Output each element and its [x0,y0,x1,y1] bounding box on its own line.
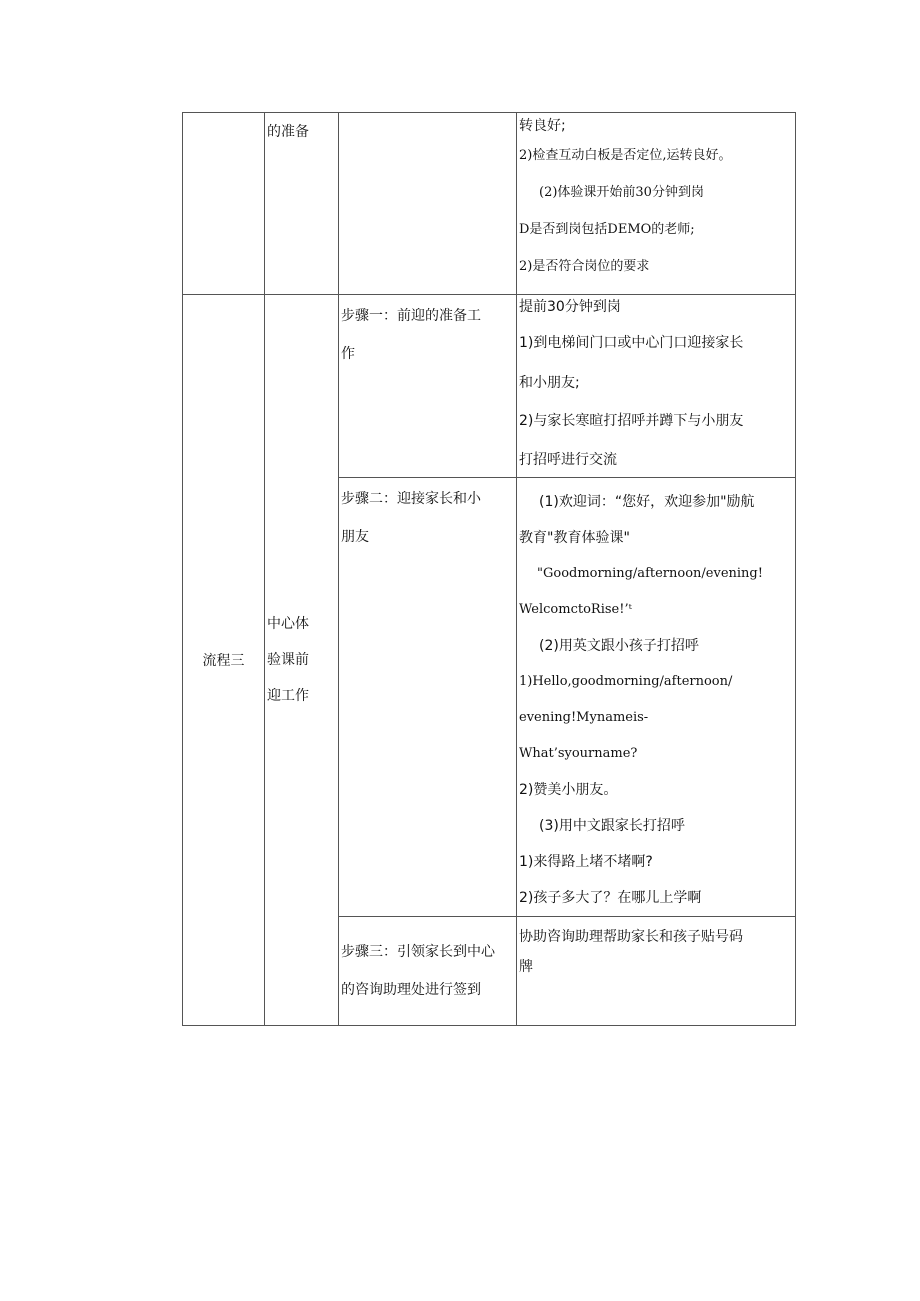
content-line: 提前30分钟到岗 [519,299,621,315]
table-row [183,295,796,478]
content-line: 牌 [519,959,533,975]
process-label: 流程三 [202,653,245,669]
process-name-cell [183,295,265,1026]
content-line: (2)体验课开始前30分钟到岗 [539,185,704,200]
step-cell [339,113,517,295]
step-label-cell [339,295,517,478]
content-line: 2)孩子多大了？在哪儿上学啊 [519,890,702,906]
step-label-line: 步骤二：迎接家长和小 [341,491,481,507]
content-line: 2)检查互动白板是否定位,运转良好。 [519,148,732,163]
content-line: 教育"教育体验课" [519,530,630,546]
step-label-cell [339,917,517,1026]
step-label-line: 步骤三：引领家长到中心 [341,944,495,960]
content-line: 2)是否符合岗位的要求 [519,259,650,274]
content-line: WelcomctoRise!’ᵗ [519,602,632,617]
step-label-line: 步骤一：前迎的准备工 [341,308,481,324]
step-label-line: 的咨询助理处进行签到 [341,982,481,998]
sub-process-cell [265,113,339,295]
content-line: (1)欢迎词：“您好，欢迎参加"励航 [539,494,755,510]
content-line: (2)用英文跟小孩子打招呼 [539,638,699,654]
step-label-line: 作 [341,346,355,362]
sub-process-line: 迎工作 [267,688,309,704]
sub-process-line: 中心体 [267,616,309,632]
content-line: 和小朋友; [519,375,580,391]
content-line: (3)用中文跟家长打招呼 [539,818,685,834]
content-line: "Goodmorning/afternoon/evening! [537,566,763,581]
content-line: evening!Mynameis- [519,710,649,725]
process-name-cell [183,113,265,295]
content-line: 2)赞美小朋友。 [519,782,618,798]
content-line: 1)Hello,goodmorning/afternoon/ [519,674,733,689]
content-line: 2)与家长寒暄打招呼并蹲下与小朋友 [519,413,744,429]
content-line: 打招呼进行交流 [519,452,617,468]
content-cell [517,478,796,917]
content-cell [517,295,796,478]
step-label-line: 朋友 [341,529,369,545]
content-line: D是否到岗包括DEMO的老师; [519,222,695,237]
content-cell [517,917,796,1026]
process-table [182,112,796,1026]
sub-process-text: 的准备 [267,124,309,140]
step-label-cell [339,478,517,917]
sub-process-cell [265,295,339,1026]
table-row [183,113,796,295]
content-line: 1)到电梯间门口或中心门口迎接家长 [519,335,744,351]
sub-process-line: 验课前 [267,652,309,668]
content-line: 转良好; [519,118,566,134]
content-cell [517,113,796,295]
content-line: 1)来得路上堵不堵啊? [519,854,653,870]
content-line: 协助咨询助理帮助家长和孩子贴号码 [519,929,743,945]
content-line: What’syourname? [519,746,638,761]
